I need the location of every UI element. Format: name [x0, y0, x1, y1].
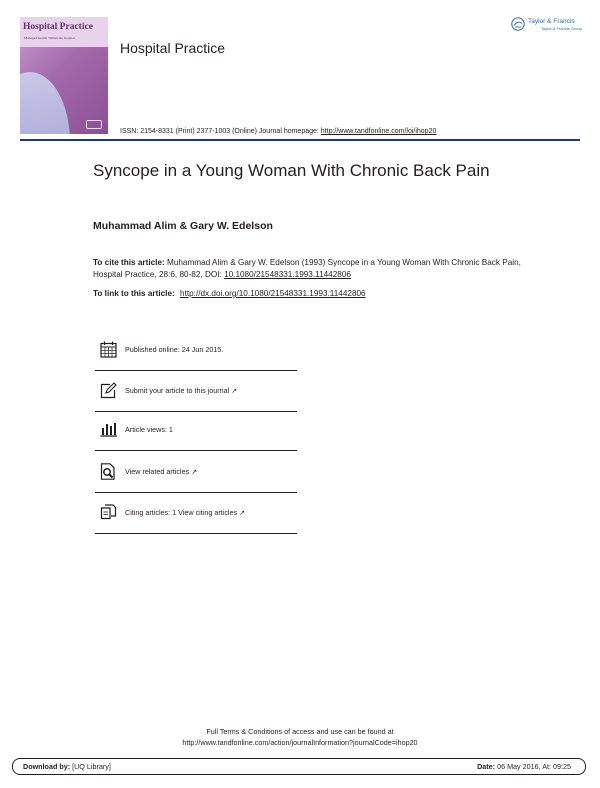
download-date-value: 06 May 2016, At: 09:25: [495, 762, 571, 771]
citing-articles-link[interactable]: Citing articles: 1 View citing articles ↗: [125, 508, 245, 517]
publisher-logo-name: Taylor & Francis: [528, 18, 575, 25]
header-divider: [20, 139, 580, 141]
cover-subtitle: Managed health. Within the hospital: [24, 36, 75, 40]
terms-notice: [0, 726, 600, 748]
journal-name: Hospital Practice: [120, 40, 226, 56]
cover-title: Hospital Practice: [23, 22, 93, 32]
terms-notice-text: Full Terms & Conditions of access and use can be found at: [206, 727, 394, 736]
external-link-icon: ↗: [191, 469, 198, 476]
article-authors: Muhammad Alim & Gary W. Edelson: [93, 220, 273, 232]
submit-article-row[interactable]: [95, 371, 297, 412]
downloaded-by: [23, 762, 111, 771]
edit-icon: [100, 382, 117, 399]
search-document-icon: [100, 463, 117, 480]
publisher-logo-icon: [511, 17, 525, 31]
published-online-row: [95, 330, 297, 371]
external-link-icon: ↗: [231, 388, 238, 395]
submit-article-link[interactable]: Submit your article to this journal ↗: [125, 386, 238, 395]
cover-decoration: [20, 72, 70, 134]
citation-text: Muhammad Alim & Gary W. Edelson (1993) Syncope in a Young Woman With Chronic Back Pain, Hospital Practice, 28:6, 80-82, DOI:: [93, 258, 521, 279]
article-doi-url[interactable]: http://dx.doi.org/10.1080/21548331.1993.11442806: [180, 289, 366, 298]
downloaded-by-value: [UQ Library]: [70, 762, 111, 771]
row-divider: [95, 533, 297, 534]
row-divider: [95, 450, 297, 451]
article-views-text: Article views: 1: [125, 425, 173, 434]
journal-homepage-link[interactable]: http://www.tandfonline.com/loi/ihop20: [320, 128, 437, 135]
citation-block: [93, 257, 523, 280]
cover-publisher-logo: [86, 120, 102, 129]
download-date-label: Date:: [477, 762, 496, 771]
citing-documents-icon: [100, 504, 117, 521]
citing-articles-row[interactable]: [95, 493, 297, 534]
external-link-icon: ↗: [239, 510, 245, 517]
issn-text: ISSN: 2154-8331 (Print) 2377-1003 (Online) Journal homepage:: [120, 128, 321, 135]
calendar-icon: [100, 341, 117, 358]
journal-cover-image: [20, 17, 108, 134]
publisher-logo[interactable]: [511, 16, 583, 34]
download-info-bar: [12, 758, 586, 775]
related-articles-row[interactable]: [95, 452, 297, 493]
issn-line: [120, 128, 436, 135]
citation-label: To cite this article:: [93, 258, 165, 267]
download-date: [477, 762, 571, 771]
citation-doi-link[interactable]: 10.1080/21548331.1993.11442806: [224, 269, 351, 279]
publisher-logo-group: Taylor & Francis Group: [541, 26, 582, 31]
article-views-row: [95, 410, 297, 451]
published-online-text: Published online: 24 Jun 2015.: [125, 345, 224, 354]
article-link-label: To link to this article:: [93, 289, 175, 298]
article-title: Syncope in a Young Woman With Chronic Back Pain: [93, 161, 490, 180]
terms-url[interactable]: http://www.tandfonline.com/action/journalInformation?journalCode=ihop20: [182, 738, 418, 747]
article-link-line: [93, 289, 366, 298]
downloaded-by-label: Download by:: [23, 762, 71, 771]
bar-chart-icon: [100, 421, 117, 438]
related-articles-link[interactable]: View related articles ↗: [125, 467, 198, 476]
